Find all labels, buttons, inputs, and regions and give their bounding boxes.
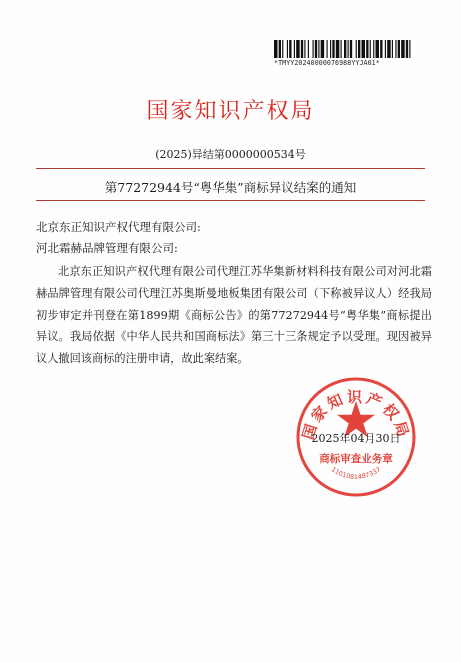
barcode-bar xyxy=(392,40,393,58)
recipient-company: 河北霜赫品牌管理有限公司: xyxy=(36,241,178,255)
barcode-bar xyxy=(398,40,400,58)
recipient-agent: 北京东正知识产权代理有限公司: xyxy=(36,220,201,234)
svg-text:1101081487337 xyxy=(330,465,382,481)
barcode-bar xyxy=(373,40,374,58)
title-rule-top xyxy=(36,168,425,169)
barcode-bar xyxy=(387,40,391,58)
barcode-bar xyxy=(289,40,291,58)
barcode-bar xyxy=(318,40,319,58)
barcode-bar xyxy=(287,40,288,58)
barcode-bar xyxy=(395,40,396,58)
barcode-bars xyxy=(274,40,414,58)
barcode-bar xyxy=(366,40,368,58)
barcode-bar xyxy=(332,40,334,58)
barcode-bar xyxy=(358,40,360,58)
title-rule-bottom xyxy=(36,200,425,201)
barcode-bar xyxy=(321,40,325,58)
seal-outer-text: 国家知识产权局 xyxy=(298,388,414,442)
document-number: (2025)异结第0000000534号 xyxy=(155,148,306,161)
seal-serial: 1101081487337 xyxy=(329,465,383,481)
seal-inner-text: 商标审查业务章 xyxy=(319,453,393,465)
barcode-bar xyxy=(315,40,317,58)
barcode-bar xyxy=(344,40,346,58)
notice-body: 北京东正知识产权代理有限公司代理江苏华集新材料科技有限公司对河北霜赫品牌管理有限公司代理江苏奥斯曼地板集团有限公司（下称被异议人）经我局初步审定并刊登在第1899期《商标公告》的第77272944号“粤华集”商标提出异议。我局依据《中华人民共和国商标法》第三十三条规定予以受理。现因被异议人撤回该商标的注册申请，故此案结案。 xyxy=(36,265,432,366)
barcode-bar xyxy=(406,40,408,58)
notice-date: 2025年04月30日 xyxy=(311,432,401,445)
barcode-bar xyxy=(350,40,352,58)
barcode-bar xyxy=(296,40,300,58)
barcode-bar xyxy=(282,40,283,58)
barcode-bar xyxy=(409,40,410,58)
barcode-bar xyxy=(362,40,366,58)
barcode-bar xyxy=(348,40,349,58)
barcode-bar xyxy=(356,40,357,58)
barcode-bar xyxy=(327,40,328,58)
barcode-bar xyxy=(370,40,371,58)
barcode-bar xyxy=(313,40,314,58)
barcode-bar xyxy=(330,40,331,58)
barcode-code: *TMYY20240000076988YYJA01* xyxy=(274,59,380,67)
barcode-bar xyxy=(274,40,278,58)
barcode xyxy=(274,40,414,70)
barcode-bar xyxy=(385,40,386,58)
notice-title: 第77272944号“粤华集”商标异议结案的通知 xyxy=(104,180,357,195)
barcode-bar xyxy=(294,40,295,58)
barcode-bar xyxy=(304,40,305,58)
barcode-bar xyxy=(341,40,342,58)
barcode-bar xyxy=(336,40,339,58)
barcode-bar xyxy=(380,40,382,58)
barcode-bar xyxy=(376,40,380,58)
barcode-bar xyxy=(401,40,405,58)
barcode-bar xyxy=(279,40,281,58)
barcode-bar xyxy=(301,40,303,58)
barcode-bar xyxy=(308,40,309,58)
issuer-title: 国家知识产权局 xyxy=(146,99,315,124)
